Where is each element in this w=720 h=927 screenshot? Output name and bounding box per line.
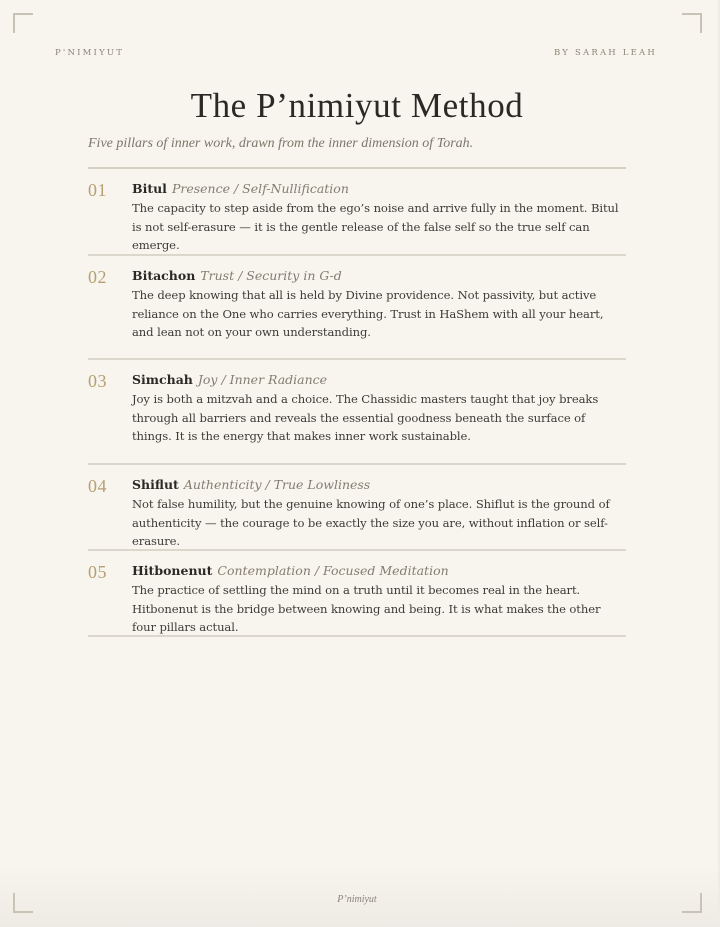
pillar-heading [132, 561, 626, 579]
pillar-name: Shiflut [132, 477, 179, 492]
pillar-heading [132, 179, 626, 197]
pillar-description: Joy is both a mitzvah and a choice. The Chassidic masters taught that joy breaks through all barriers and reveals the essential goodness beneath the surface of things. It is the energy that makes inner work sustainable. [132, 392, 599, 444]
pillar-name: Hitbonenut [132, 563, 213, 578]
pillar-description: The practice of settling the mind on a truth until it becomes real in the heart. Hitbonenut is the bridge between knowing and being. It is what makes the other four pillars actual. [132, 583, 601, 635]
pillar-name: Simchah [132, 372, 193, 387]
pillar-name: Bitachon [132, 268, 196, 283]
pillar-tagline: Joy / Inner Radiance [197, 372, 328, 387]
pillar-content [132, 465, 626, 551]
pillar-content [132, 360, 626, 446]
pillar-tagline: Presence / Self-Nullification [171, 181, 349, 196]
pillar-heading [132, 475, 626, 493]
pillar-content [132, 169, 626, 255]
pillar-number: 05 [88, 562, 107, 582]
pillar-content [132, 551, 626, 637]
pillar-item [88, 465, 626, 551]
pillar-description: The capacity to step aside from the ego’s noise and arrive fully in the moment. Bitul is not self-erasure — it is the gentle release of the false self so the true self can emerge. [132, 201, 619, 253]
pillars-list [88, 167, 626, 637]
pillar-item [88, 256, 626, 360]
pillar-description: The deep knowing that all is held by Divine providence. Not passivity, but active reliance on the One who carries everything. Trust in HaShem with all your heart, and lean not on your own understanding. [132, 288, 604, 340]
pillar-tagline: Authenticity / True Lowliness [183, 477, 371, 492]
pillar-heading [132, 266, 626, 284]
pillar-number: 03 [88, 371, 107, 391]
pillar-item [88, 169, 626, 256]
corner-mark-top-left [13, 13, 33, 33]
running-header-brand: P'NIMIYUT [55, 48, 125, 58]
pillar-name: Bitul [132, 181, 167, 196]
page-footer: P’nimiyut [337, 894, 377, 905]
corner-mark-top-right [682, 13, 702, 33]
pillar-item [88, 360, 626, 465]
pillar-item [88, 551, 626, 637]
pillar-heading [132, 370, 626, 388]
pillar-number: 02 [88, 267, 107, 287]
pillar-number: 01 [88, 180, 107, 200]
page-title: The P’nimiyut Method [190, 86, 524, 125]
pillar-number: 04 [88, 476, 107, 496]
pillar-content [132, 256, 626, 342]
pillar-description: Not false humility, but the genuine knowing of one’s place. Shiflut is the ground of authenticity — the courage to be exactly the size you are, without inflation or self-erasure. [132, 497, 610, 549]
pillar-tagline: Contemplation / Focused Meditation [217, 563, 449, 578]
page-subtitle: Five pillars of inner work, drawn from the inner dimension of Torah. [88, 136, 474, 151]
pillar-tagline: Trust / Security in G-d [200, 268, 342, 283]
running-header-author: BY SARAH LEAH [553, 48, 657, 58]
